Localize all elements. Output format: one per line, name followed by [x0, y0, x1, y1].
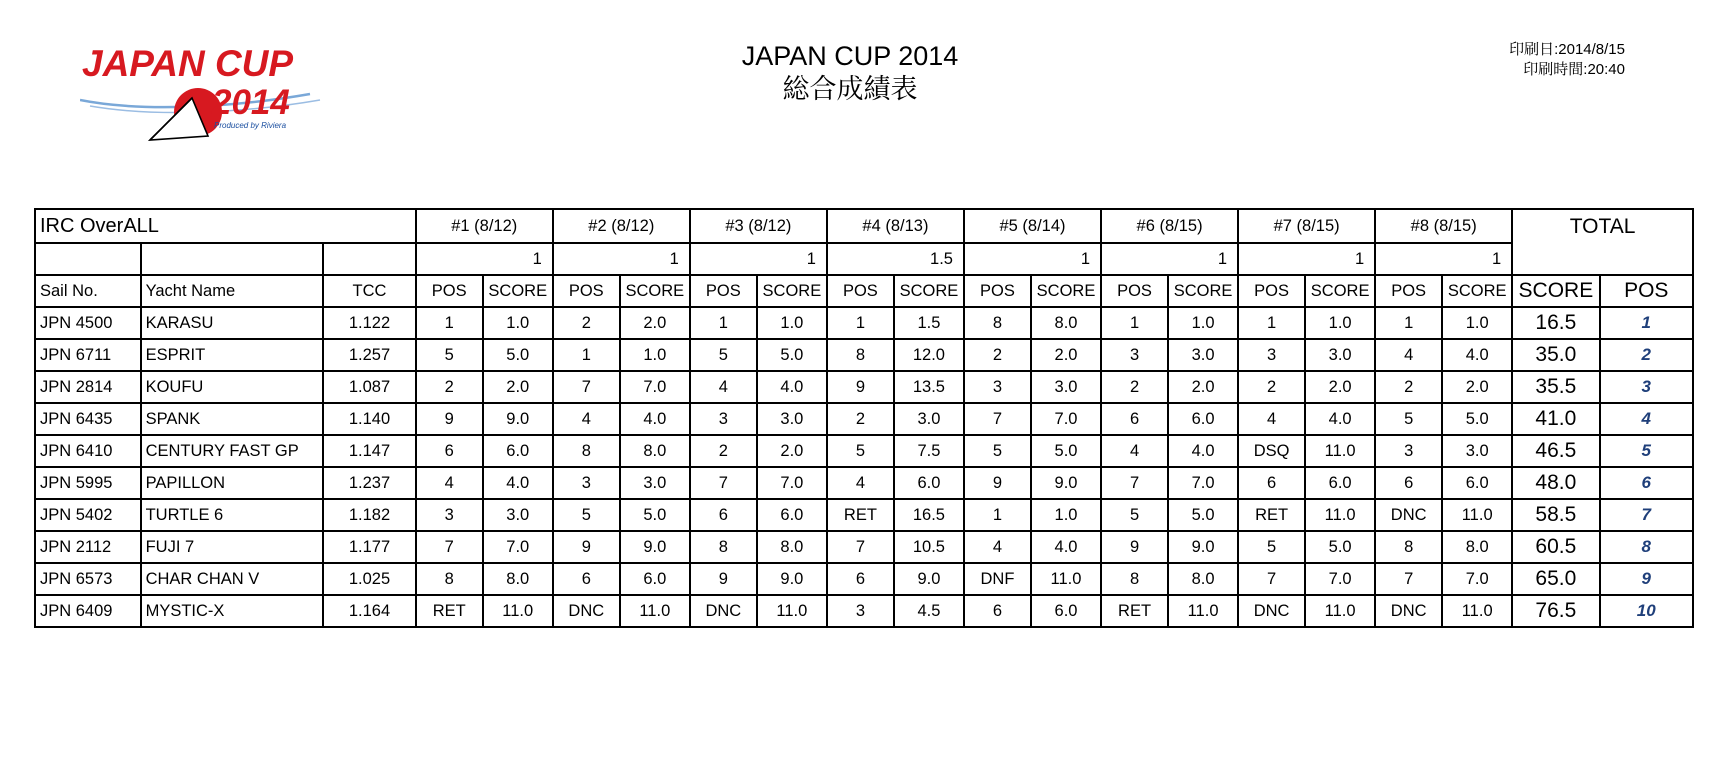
race-pos: 6 — [416, 435, 483, 467]
race-score: 4.0 — [1031, 531, 1101, 563]
race-score: 6.0 — [483, 435, 553, 467]
col-header-pos: POS — [1375, 275, 1442, 307]
print-date: 印刷日:2014/8/15 — [1509, 41, 1625, 58]
col-header-pos: POS — [964, 275, 1031, 307]
col-header-total-pos: POS — [1600, 275, 1693, 307]
race-pos: 4 — [416, 467, 483, 499]
race-score: 11.0 — [1442, 499, 1512, 531]
race-label: #1 (8/12) — [416, 209, 553, 243]
race-pos: 3 — [1375, 435, 1442, 467]
race-score: 1.0 — [483, 307, 553, 339]
race-pos: 2 — [1375, 371, 1442, 403]
table-row — [35, 403, 1693, 435]
race-pos: 6 — [690, 499, 757, 531]
col-header-pos: POS — [416, 275, 483, 307]
table-row — [35, 371, 1693, 403]
race-pos: 8 — [827, 339, 894, 371]
race-pos: 3 — [1101, 339, 1168, 371]
table-row — [35, 307, 1693, 339]
race-pos: 4 — [1238, 403, 1305, 435]
race-pos: 4 — [1101, 435, 1168, 467]
race-score: 6.0 — [620, 563, 690, 595]
total-score: 58.5 — [1512, 499, 1599, 531]
race-score: 13.5 — [894, 371, 964, 403]
race-pos: 1 — [964, 499, 1031, 531]
race-score: 7.0 — [757, 467, 827, 499]
total-score: 76.5 — [1512, 595, 1599, 627]
race-score: 1.0 — [757, 307, 827, 339]
race-pos: RET — [416, 595, 483, 627]
yacht-name: MYSTIC-X — [141, 595, 324, 627]
race-pos: 7 — [690, 467, 757, 499]
class-name: IRC OverALL — [35, 209, 416, 243]
race-pos: 3 — [827, 595, 894, 627]
race-pos: 1 — [416, 307, 483, 339]
overall-rank: 5 — [1600, 435, 1693, 467]
race-score: 7.0 — [1031, 403, 1101, 435]
race-pos: 7 — [1101, 467, 1168, 499]
race-pos: DNC — [690, 595, 757, 627]
total-label: TOTAL — [1512, 209, 1693, 243]
race-pos: 6 — [553, 563, 620, 595]
race-score: 4.0 — [757, 371, 827, 403]
race-score: 9.0 — [1031, 467, 1101, 499]
yacht-name: ESPRIT — [141, 339, 324, 371]
race-pos: 3 — [1238, 339, 1305, 371]
empty-cell — [35, 243, 141, 275]
empty-cell — [141, 243, 324, 275]
race-pos: 6 — [827, 563, 894, 595]
col-header-tcc: TCC — [323, 275, 415, 307]
race-score: 6.0 — [1031, 595, 1101, 627]
race-score: 1.5 — [894, 307, 964, 339]
race-pos: 8 — [553, 435, 620, 467]
race-pos: 2 — [553, 307, 620, 339]
race-score: 1.0 — [1031, 499, 1101, 531]
race-score: 9.0 — [757, 563, 827, 595]
race-pos: 3 — [416, 499, 483, 531]
race-pos: 7 — [1238, 563, 1305, 595]
race-pos: 8 — [416, 563, 483, 595]
race-pos: 2 — [1101, 371, 1168, 403]
race-score: 5.0 — [1305, 531, 1375, 563]
yacht-name: TURTLE 6 — [141, 499, 324, 531]
race-score: 11.0 — [1442, 595, 1512, 627]
yacht-name: KARASU — [141, 307, 324, 339]
yacht-name: KOUFU — [141, 371, 324, 403]
col-header-pos: POS — [553, 275, 620, 307]
race-factor: 1 — [964, 243, 1101, 275]
overall-rank: 9 — [1600, 563, 1693, 595]
col-header-score: SCORE — [1168, 275, 1238, 307]
tcc-value: 1.147 — [323, 435, 415, 467]
total-score: 46.5 — [1512, 435, 1599, 467]
race-factor: 1 — [553, 243, 690, 275]
race-score: 9.0 — [483, 403, 553, 435]
race-pos: 1 — [553, 339, 620, 371]
race-score: 4.0 — [620, 403, 690, 435]
race-pos: 9 — [964, 467, 1031, 499]
race-factor: 1.5 — [827, 243, 964, 275]
race-score: 6.0 — [1168, 403, 1238, 435]
col-header-score: SCORE — [894, 275, 964, 307]
overall-rank: 4 — [1600, 403, 1693, 435]
race-pos: 6 — [1101, 403, 1168, 435]
print-time: 印刷時間:20:40 — [1523, 61, 1625, 78]
total-score: 35.5 — [1512, 371, 1599, 403]
race-score: 9.0 — [894, 563, 964, 595]
race-pos: 4 — [964, 531, 1031, 563]
race-score: 5.0 — [620, 499, 690, 531]
sail-number: JPN 2814 — [35, 371, 141, 403]
race-score: 7.5 — [894, 435, 964, 467]
race-score: 7.0 — [620, 371, 690, 403]
total-score: 16.5 — [1512, 307, 1599, 339]
race-pos: 4 — [827, 467, 894, 499]
race-score: 7.0 — [1442, 563, 1512, 595]
logo-year-text: 2014 — [212, 83, 290, 122]
race-score: 6.0 — [1305, 467, 1375, 499]
race-score: 1.0 — [1442, 307, 1512, 339]
race-pos: 8 — [964, 307, 1031, 339]
race-score: 11.0 — [1305, 435, 1375, 467]
col-header-score: SCORE — [1031, 275, 1101, 307]
race-pos: DNF — [964, 563, 1031, 595]
col-header-yacht: Yacht Name — [141, 275, 324, 307]
race-pos: DNC — [1375, 499, 1442, 531]
race-score: 8.0 — [620, 435, 690, 467]
sail-number: JPN 6410 — [35, 435, 141, 467]
race-score: 1.0 — [620, 339, 690, 371]
total-score: 35.0 — [1512, 339, 1599, 371]
race-score: 8.0 — [757, 531, 827, 563]
yacht-name: SPANK — [141, 403, 324, 435]
race-score: 1.0 — [1305, 307, 1375, 339]
race-score: 7.0 — [483, 531, 553, 563]
race-score: 6.0 — [894, 467, 964, 499]
race-pos: 7 — [416, 531, 483, 563]
overall-rank: 6 — [1600, 467, 1693, 499]
race-pos: RET — [1238, 499, 1305, 531]
tcc-value: 1.164 — [323, 595, 415, 627]
tcc-value: 1.122 — [323, 307, 415, 339]
race-score: 4.0 — [1305, 403, 1375, 435]
table-row — [35, 339, 1693, 371]
sail-number: JPN 6573 — [35, 563, 141, 595]
table-row — [35, 531, 1693, 563]
race-pos: 9 — [827, 371, 894, 403]
race-score: 11.0 — [620, 595, 690, 627]
race-pos: 5 — [690, 339, 757, 371]
col-header-pos: POS — [690, 275, 757, 307]
sail-number: JPN 4500 — [35, 307, 141, 339]
print-info — [1509, 40, 1625, 80]
race-pos: 2 — [690, 435, 757, 467]
logo-title-text: JAPAN CUP — [82, 43, 294, 84]
race-score: 3.0 — [1442, 435, 1512, 467]
col-header-total-score: SCORE — [1512, 275, 1599, 307]
race-score: 2.0 — [1031, 339, 1101, 371]
race-pos: 4 — [690, 371, 757, 403]
race-pos: 1 — [1238, 307, 1305, 339]
race-factor: 1 — [1238, 243, 1375, 275]
race-pos: RET — [1101, 595, 1168, 627]
race-pos: 9 — [553, 531, 620, 563]
table-row — [35, 435, 1693, 467]
col-header-score: SCORE — [757, 275, 827, 307]
race-pos: 5 — [827, 435, 894, 467]
results-table — [34, 208, 1694, 628]
tcc-value: 1.087 — [323, 371, 415, 403]
race-score: 3.0 — [1031, 371, 1101, 403]
col-header-score: SCORE — [483, 275, 553, 307]
race-pos: 2 — [964, 339, 1031, 371]
race-pos: 1 — [690, 307, 757, 339]
race-pos: 5 — [1375, 403, 1442, 435]
race-score: 3.0 — [1168, 339, 1238, 371]
total-score: 41.0 — [1512, 403, 1599, 435]
sail-number: JPN 6711 — [35, 339, 141, 371]
race-score: 4.0 — [483, 467, 553, 499]
race-pos: 7 — [964, 403, 1031, 435]
header-row-columns — [35, 275, 1693, 307]
overall-rank: 7 — [1600, 499, 1693, 531]
race-label: #2 (8/12) — [553, 209, 690, 243]
race-score: 8.0 — [483, 563, 553, 595]
race-pos: 9 — [416, 403, 483, 435]
race-pos: 6 — [1375, 467, 1442, 499]
race-pos: 5 — [1101, 499, 1168, 531]
race-score: 7.0 — [1305, 563, 1375, 595]
race-pos: 8 — [1375, 531, 1442, 563]
col-header-score: SCORE — [1305, 275, 1375, 307]
total-score: 48.0 — [1512, 467, 1599, 499]
japan-cup-logo-graphic — [80, 42, 340, 152]
race-score: 11.0 — [1031, 563, 1101, 595]
tcc-value: 1.140 — [323, 403, 415, 435]
race-score: 12.0 — [894, 339, 964, 371]
overall-rank: 2 — [1600, 339, 1693, 371]
race-score: 8.0 — [1168, 563, 1238, 595]
race-label: #3 (8/12) — [690, 209, 827, 243]
race-score: 4.0 — [1442, 339, 1512, 371]
overall-rank: 10 — [1600, 595, 1693, 627]
col-header-pos: POS — [1101, 275, 1168, 307]
col-header-score: SCORE — [1442, 275, 1512, 307]
empty-cell — [323, 243, 415, 275]
race-score: 3.0 — [757, 403, 827, 435]
race-score: 5.0 — [757, 339, 827, 371]
race-pos: 8 — [690, 531, 757, 563]
race-pos: 5 — [416, 339, 483, 371]
race-score: 5.0 — [1442, 403, 1512, 435]
race-score: 11.0 — [1305, 499, 1375, 531]
race-pos: 9 — [690, 563, 757, 595]
race-pos: 2 — [827, 403, 894, 435]
race-pos: 7 — [827, 531, 894, 563]
sail-number: JPN 6435 — [35, 403, 141, 435]
race-score: 2.0 — [620, 307, 690, 339]
document-title-block — [640, 40, 1060, 106]
race-pos: 8 — [1101, 563, 1168, 595]
race-score: 9.0 — [620, 531, 690, 563]
race-score: 9.0 — [1168, 531, 1238, 563]
col-header-score: SCORE — [620, 275, 690, 307]
race-score: 4.5 — [894, 595, 964, 627]
header-row-races — [35, 209, 1693, 243]
race-pos: 3 — [964, 371, 1031, 403]
race-pos: 9 — [1101, 531, 1168, 563]
overall-rank: 1 — [1600, 307, 1693, 339]
table-row — [35, 467, 1693, 499]
race-pos: 7 — [553, 371, 620, 403]
empty-cell — [1512, 243, 1693, 275]
race-score: 6.0 — [1442, 467, 1512, 499]
race-pos: 5 — [553, 499, 620, 531]
document-title: JAPAN CUP 2014 — [741, 41, 959, 71]
race-label: #8 (8/15) — [1375, 209, 1512, 243]
race-pos: 3 — [553, 467, 620, 499]
col-header-sail: Sail No. — [35, 275, 141, 307]
race-pos: 1 — [1101, 307, 1168, 339]
tcc-value: 1.177 — [323, 531, 415, 563]
race-score: 5.0 — [1168, 499, 1238, 531]
race-score: 4.0 — [1168, 435, 1238, 467]
race-score: 6.0 — [757, 499, 827, 531]
race-pos: DNC — [1375, 595, 1442, 627]
race-pos: DNC — [553, 595, 620, 627]
table-row — [35, 499, 1693, 531]
race-score: 5.0 — [1031, 435, 1101, 467]
tcc-value: 1.237 — [323, 467, 415, 499]
race-pos: DSQ — [1238, 435, 1305, 467]
tcc-value: 1.257 — [323, 339, 415, 371]
race-score: 3.0 — [1305, 339, 1375, 371]
race-score: 3.0 — [620, 467, 690, 499]
race-pos: 4 — [1375, 339, 1442, 371]
race-factor: 1 — [690, 243, 827, 275]
yacht-name: FUJI 7 — [141, 531, 324, 563]
race-factor: 1 — [416, 243, 553, 275]
race-pos: 2 — [416, 371, 483, 403]
race-score: 2.0 — [1305, 371, 1375, 403]
yacht-name: CENTURY FAST GP — [141, 435, 324, 467]
race-pos: 1 — [1375, 307, 1442, 339]
race-score: 11.0 — [757, 595, 827, 627]
race-pos: 6 — [1238, 467, 1305, 499]
japan-cup-logo — [80, 42, 340, 152]
race-factor: 1 — [1375, 243, 1512, 275]
table-row — [35, 595, 1693, 627]
race-label: #5 (8/14) — [964, 209, 1101, 243]
race-score: 2.0 — [1442, 371, 1512, 403]
overall-rank: 3 — [1600, 371, 1693, 403]
race-label: #7 (8/15) — [1238, 209, 1375, 243]
race-pos: 4 — [553, 403, 620, 435]
sail-number: JPN 5402 — [35, 499, 141, 531]
tcc-value: 1.182 — [323, 499, 415, 531]
race-pos: 3 — [690, 403, 757, 435]
race-pos: 5 — [1238, 531, 1305, 563]
race-score: 2.0 — [757, 435, 827, 467]
race-score: 2.0 — [483, 371, 553, 403]
race-score: 8.0 — [1031, 307, 1101, 339]
race-score: 2.0 — [1168, 371, 1238, 403]
total-score: 60.5 — [1512, 531, 1599, 563]
race-score: 11.0 — [1305, 595, 1375, 627]
race-score: 10.5 — [894, 531, 964, 563]
race-score: 3.0 — [483, 499, 553, 531]
race-pos: 2 — [1238, 371, 1305, 403]
race-pos: DNC — [1238, 595, 1305, 627]
total-score: 65.0 — [1512, 563, 1599, 595]
race-factor: 1 — [1101, 243, 1238, 275]
race-score: 11.0 — [1168, 595, 1238, 627]
yacht-name: PAPILLON — [141, 467, 324, 499]
race-score: 3.0 — [894, 403, 964, 435]
sail-number: JPN 5995 — [35, 467, 141, 499]
race-pos: 6 — [964, 595, 1031, 627]
col-header-pos: POS — [1238, 275, 1305, 307]
race-score: 5.0 — [483, 339, 553, 371]
race-pos: RET — [827, 499, 894, 531]
col-header-pos: POS — [827, 275, 894, 307]
yacht-name: CHAR CHAN V — [141, 563, 324, 595]
header-row-factors — [35, 243, 1693, 275]
race-score: 16.5 — [894, 499, 964, 531]
tcc-value: 1.025 — [323, 563, 415, 595]
sail-number: JPN 6409 — [35, 595, 141, 627]
race-score: 8.0 — [1442, 531, 1512, 563]
race-pos: 1 — [827, 307, 894, 339]
race-label: #6 (8/15) — [1101, 209, 1238, 243]
table-row — [35, 563, 1693, 595]
race-pos: 7 — [1375, 563, 1442, 595]
race-score: 11.0 — [483, 595, 553, 627]
logo-tagline-text: Produced by Riviera — [214, 121, 287, 130]
overall-rank: 8 — [1600, 531, 1693, 563]
race-score: 7.0 — [1168, 467, 1238, 499]
race-pos: 5 — [964, 435, 1031, 467]
race-label: #4 (8/13) — [827, 209, 964, 243]
document-subtitle: 総合成績表 — [782, 74, 918, 104]
sail-number: JPN 2112 — [35, 531, 141, 563]
race-score: 1.0 — [1168, 307, 1238, 339]
